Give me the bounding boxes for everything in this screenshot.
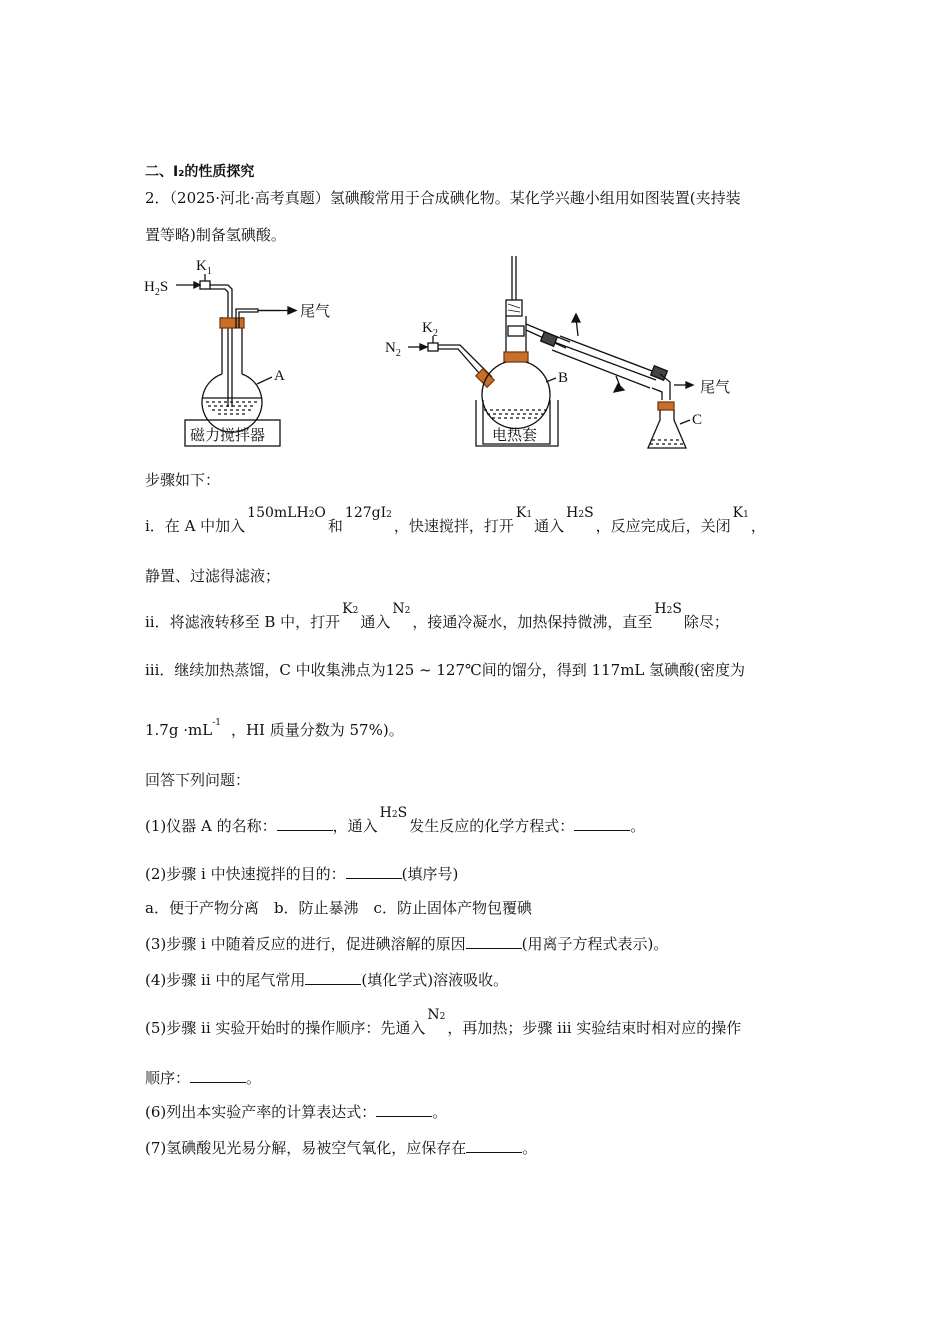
question-intro-line2: 置等略)制备氢碘酸。: [145, 226, 286, 244]
question-2-options: a．便于产物分离 b．防止暴沸 c．防止固体产物包覆碘: [145, 899, 532, 917]
answer-title: 回答下列问题：: [145, 771, 251, 789]
right-apparatus: [385, 256, 730, 448]
apparatus-figure: [140, 252, 750, 452]
vessel-a-label: A: [274, 368, 285, 384]
question-6: (6)列出本实验产率的计算表达式： 。: [145, 1103, 448, 1121]
step-2: ii．将滤液转移至 B 中，打开K2通入N2，接通冷凝水，加热保持微沸，直至H2S除尽；: [145, 601, 729, 631]
answer-blank[interactable]: [466, 1138, 522, 1153]
answer-blank[interactable]: [574, 816, 630, 831]
h2s-inlet-label: $H_2S$: [144, 279, 169, 298]
receiver-c-label: C: [692, 412, 703, 428]
flask-b-label: B: [558, 370, 569, 386]
question-3: (3)步骤 i 中随着反应的进行，促进碘溶解的原因 (用离子方程式表示)。: [145, 935, 669, 953]
right-tail-gas-label: 尾气: [700, 380, 731, 396]
steps-title: 步骤如下：: [145, 471, 221, 489]
step-3-line2: $1.7g \cdot mL^{-1}$ ，HI 质量分数为 57%)。: [145, 718, 404, 739]
answer-blank[interactable]: [346, 864, 402, 879]
question-7: (7)氢碘酸见光易分解，易被空气氧化，应保存在 。: [145, 1139, 538, 1157]
question-5-line1: (5)步骤 ii 实验开始时的操作顺序：先通入N2，再加热；步骤 iii 实验结束时相对应的操作: [145, 1007, 742, 1037]
left-tail-gas-label: 尾气: [300, 304, 331, 320]
section-heading: 二、I₂的性质探究: [145, 164, 255, 180]
answer-blank[interactable]: [190, 1068, 246, 1083]
answer-blank[interactable]: [466, 934, 522, 949]
k1-valve-label: $K_1$: [196, 258, 212, 277]
question-intro-line1: 2．（2025·河北·高考真题）氢碘酸常用于合成碘化物。某化学兴趣小组用如图装置(夹持装: [145, 189, 741, 207]
heating-mantle-label: 电热套: [492, 428, 538, 444]
answer-blank[interactable]: [277, 816, 333, 831]
step-3-line1: iii．继续加热蒸馏，C 中收集沸点为125 ~ 127℃间的馏分，得到 117mL 氢碘酸(密度为: [145, 661, 746, 679]
question-4: (4)步骤 ii 中的尾气常用 (填化学式)溶液吸收。: [145, 971, 509, 989]
magnetic-stirrer-label: 磁力搅拌器: [190, 428, 266, 444]
question-2: (2)步骤 i 中快速搅拌的目的： (填序号): [145, 865, 459, 883]
question-5-line2: 顺序： 。: [145, 1069, 262, 1087]
step-1-line2: 静置、过滤得滤液；: [145, 567, 281, 585]
step-1-line1: i．在 A 中加入150mLH2O和127gI2，快速搅拌，打开K1通入H2S，反应完成后，关闭K1，: [145, 505, 766, 535]
answer-blank[interactable]: [376, 1102, 432, 1117]
n2-inlet-label: $N_2$: [385, 340, 401, 359]
left-apparatus: [144, 258, 330, 446]
k2-valve-label: $K_2$: [422, 320, 438, 339]
answer-blank[interactable]: [305, 970, 361, 985]
question-1: (1)仪器 A 的名称： ，通入H2S发生反应的化学方程式： 。: [145, 805, 646, 835]
